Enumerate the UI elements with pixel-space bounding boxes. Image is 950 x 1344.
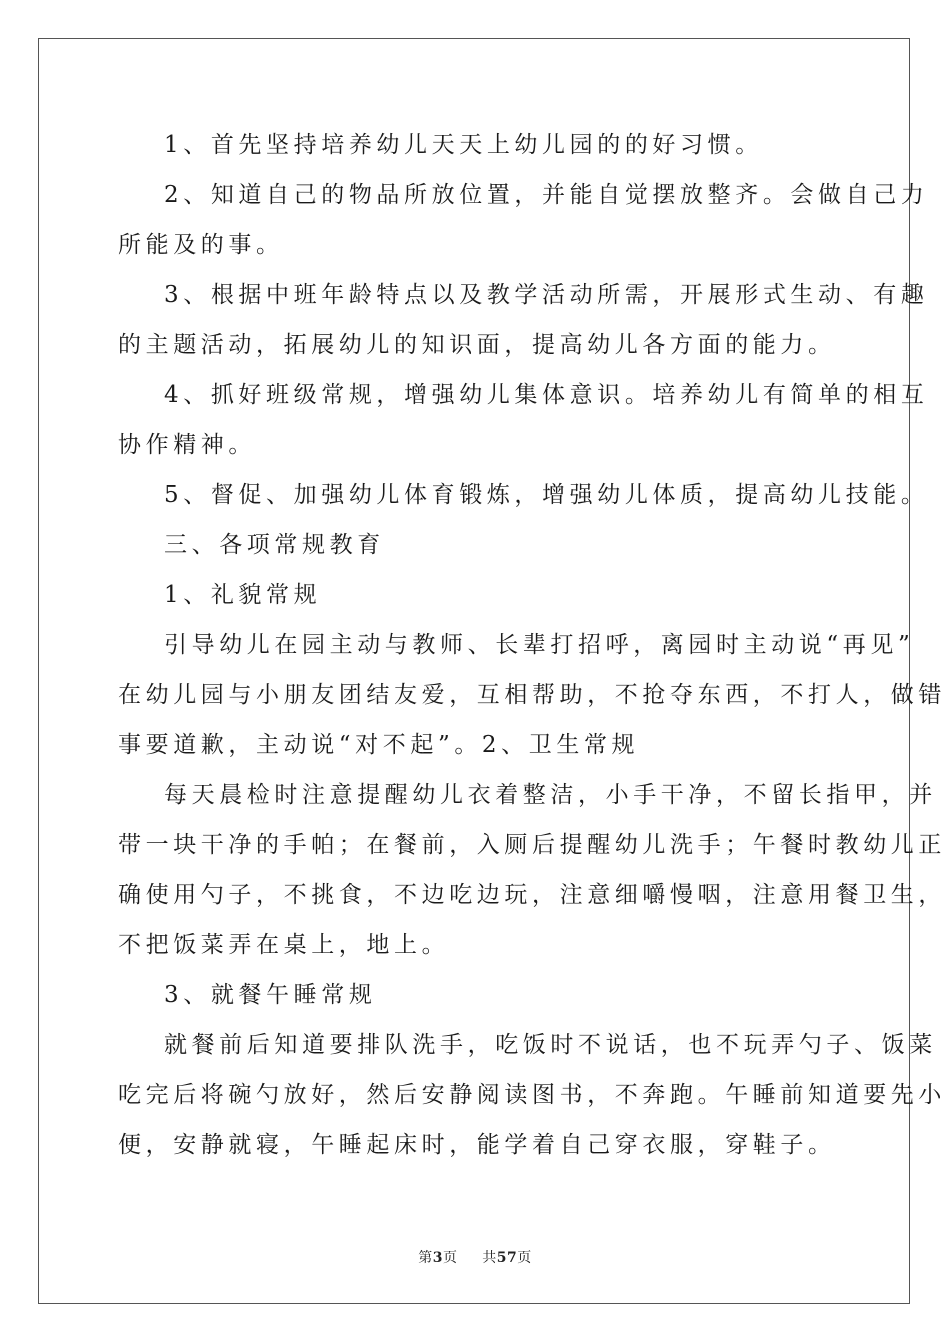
- subsection-heading: 1、礼貌常规: [164, 582, 322, 608]
- paragraph-line: 带一块干净的手帕；在餐前，入厕后提醒幼儿洗手；午餐时教幼儿正: [118, 832, 946, 858]
- page-footer: [0, 1247, 950, 1267]
- paragraph-line: 2、知道自己的物品所放位置，并能自觉摆放整齐。会做自己力: [164, 182, 929, 208]
- paragraph-line: 所能及的事。: [118, 232, 284, 258]
- total-pages-indicator: [482, 1247, 531, 1267]
- document-body: [118, 120, 946, 1170]
- paragraph-line: 在幼儿园与小朋友团结友爱，互相帮助，不抢夺东西，不打人，做错: [118, 682, 946, 708]
- total-pages: 57: [496, 1250, 518, 1266]
- page-suffix: 页: [443, 1250, 458, 1266]
- paragraph-line: 4、抓好班级常规，增强幼儿集体意识。培养幼儿有简单的相互: [164, 382, 929, 408]
- paragraph-line: 的主题活动，拓展幼儿的知识面，提高幼儿各方面的能力。: [118, 332, 836, 358]
- paragraph-line: 确使用勺子，不挑食，不边吃边玩，注意细嚼慢咽，注意用餐卫生，: [118, 882, 946, 908]
- paragraph-line: 引导幼儿在园主动与教师、长辈打招呼，离园时主动说“再见”: [164, 632, 915, 658]
- paragraph-line: 不把饭菜弄在桌上，地上。: [118, 932, 450, 958]
- total-prefix: 共: [482, 1250, 497, 1266]
- page-indicator: [418, 1247, 457, 1267]
- paragraph-line: 协作精神。: [118, 432, 256, 458]
- paragraph-line: 便，安静就寝，午睡起床时，能学着自己穿衣服，穿鞋子。: [118, 1132, 836, 1158]
- paragraph-line: 事要道歉，主动说“对不起”。2、卫生常规: [118, 732, 640, 758]
- paragraph-line: 3、根据中班年龄特点以及教学活动所需，开展形式生动、有趣: [164, 282, 929, 308]
- subsection-heading: 3、就餐午睡常规: [164, 982, 377, 1008]
- paragraph-line: 5、督促、加强幼儿体育锻炼，增强幼儿体质，提高幼儿技能。: [164, 482, 929, 508]
- page-prefix: 第: [418, 1250, 433, 1266]
- paragraph-line: 吃完后将碗勺放好，然后安静阅读图书，不奔跑。午睡前知道要先小: [118, 1082, 946, 1108]
- page-number: 3: [432, 1250, 443, 1266]
- paragraph-line: 1、首先坚持培养幼儿天天上幼儿园的的好习惯。: [164, 132, 763, 158]
- paragraph-line: 每天晨检时注意提醒幼儿衣着整洁，小手干净，不留长指甲，并: [164, 782, 937, 808]
- section-heading: 三、各项常规教育: [164, 532, 385, 558]
- total-suffix: 页: [517, 1250, 532, 1266]
- paragraph-line: 就餐前后知道要排队洗手，吃饭时不说话，也不玩弄勺子、饭菜: [164, 1032, 937, 1058]
